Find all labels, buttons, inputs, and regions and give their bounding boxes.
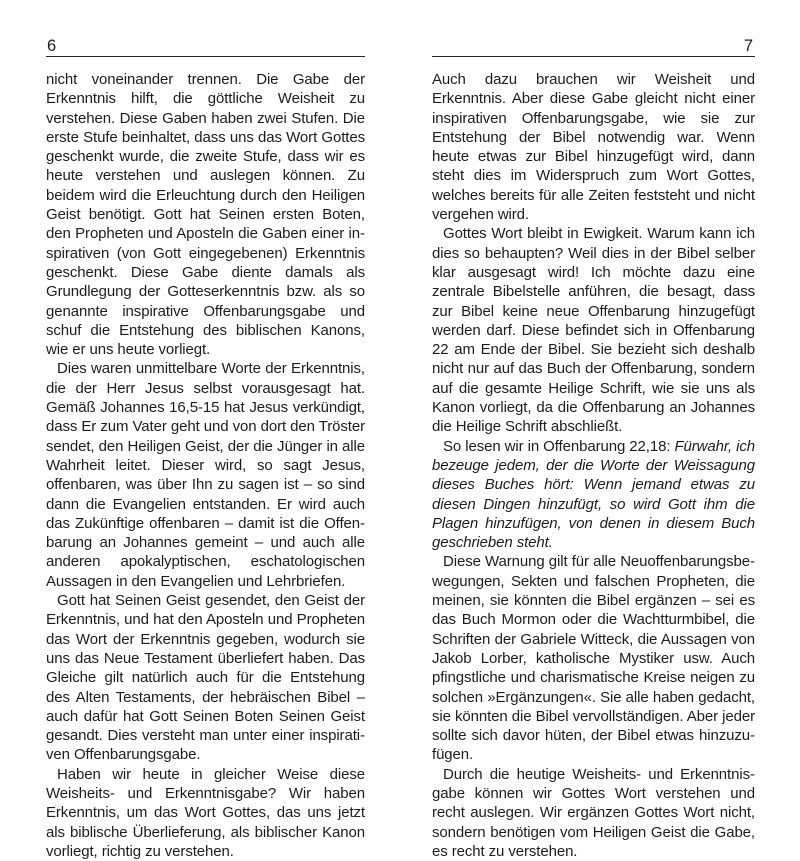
page-number-right: 7 [743, 36, 753, 55]
page-left-text-column [46, 70, 365, 861]
paragraph: Dies waren unmittelbare Worte der Erkenntnis, die der Herr Jesus selbst vorausgesagt hat. Gemäß Johannes 16,5-15 hat Jesus verkündigt, dass Er zum Vater geht und von dort den Tröster sendet, den Heiligen Geist, der die Jünger in alle Wahrheit leitet. Dieser wird, so sagt Jesus, offenbaren, was über Ihn zu sagen ist – so sind dann die Evangelien entstanden. Er wird auch das Zukünftige offenbaren – damit ist die Offenbarung an Johannes gemeint – und auch alle anderen apokalyptischen, eschatologischen Aussagen in den Evangelien und Lehrbriefen. [46, 360, 365, 590]
page-right-header [432, 0, 755, 57]
paragraph: nicht voneinander trennen. Die Gabe der Erkenntnis hilft, die göttliche Weisheit zu verstehen. Diese Gaben haben zwei Stufen. Die erste Stufe beinhaltet, dass uns das Wort Gottes geschenkt wurde, die zweite Stufe, dass wir es heute verstehen und auslegen können. Zu beidem wird die Erleuchtung durch den Heiligen Geist benötigt. Gott hat Seinen ersten Boten, den Propheten und Aposteln die Gaben einer inspirativen (von Gott eingegebenen) Erkenntnis geschenkt. Diese Gabe diente damals als Grundlegung der Gotteserkenntnis bzw. als so genannte inspirative Offenbarungsgabe und schuf die Entstehung des biblischen Kanons, wie er uns heute vorliegt. [46, 71, 365, 359]
bible-quote-italic: Fürwahr, ich bezeuge jedem, der die Worte der Weissagung dieses Buches hört: Wenn jemand etwas zu diesen Dingen hinzufügt, so wird Gott ihm die Plagen hinzufügen, von denen in diesem Buch geschrieben steht. [432, 437, 755, 552]
page-left-header [46, 0, 365, 57]
page-left [46, 0, 365, 861]
paragraph: Haben wir heute in gleicher Weise diese Weisheits- und Erkenntnisgabe? Wir haben Erkenntnis, um das Wort Gottes, das uns jetzt als biblische Überlieferung, als biblischer Kanon vorliegt, richtig zu verstehen. [46, 765, 365, 860]
paragraph: Durch die heutige Weisheits- und Erkenntnisgabe können wir Gottes Wort verstehen und recht auslegen. Wir ergänzen Gottes Wort nicht, sondern benötigen vom Heiligen Geist die Gabe, es recht zu verstehen. [432, 765, 755, 860]
page-number-left: 6 [47, 36, 57, 55]
paragraph: Gottes Wort bleibt in Ewigkeit. Warum kann ich dies so behaupten? Weil dies in der Bibel selber klar ausgesagt wird! Ich möchte dazu eine zentrale Bibelstelle anführen, die besagt, dass zur Bibel keine neue Offenbarung hinzugefügt werden darf. Diese befindet sich in Offenbarung 22 am Ende der Bibel. Sie bezieht sich deshalb nicht nur auf das Buch der Offenbarung, sondern auf die gesamte Heilige Schrift, wie sie uns als Kanon vorliegt, da die Offenbarung an Johannes die Heilige Schrift abschließt. [432, 225, 755, 436]
quote-intro: So lesen wir in Offenbarung 22,18: [443, 437, 675, 455]
paragraph: Diese Warnung gilt für alle Neuoffenbarungsbewegungen, Sekten und falschen Propheten, die meinen, sie könnten die Bibel ergänzen – sei es das Buch Mormon oder die Wachtturmbibel, die Schriften der Gabriele Witteck, die Aussagen von Jakob Lorber, katholische Mystiker usw. Auch pfingstliche und charismatische Kreise neigen zu solchen »Ergänzungen«. Sie alle haben gedacht, sie könnten die Bibel vervollständigen. Aber jeder sollte sich davor hüten, der Bibel etwas hinzuzufügen. [432, 553, 755, 764]
page-right-text-column [432, 70, 755, 861]
page-right [432, 0, 755, 861]
paragraph-with-bible-quote [432, 437, 755, 553]
paragraph: Auch dazu brauchen wir Weisheit und Erkenntnis. Aber diese Gabe gleicht nicht einer inspirativen Offenbarungsgabe, wie sie zur Entstehung der Bibel notwendig war. Wenn heute etwas zur Bibel hinzugefügt wird, dann steht dies im Widerspruch zum Wort Gottes, welches bereits für alle Zeiten feststeht und nicht vergehen wird. [432, 71, 755, 224]
paragraph: Gott hat Seinen Geist gesendet, den Geist der Erkenntnis, und hat den Aposteln und Propheten das Wort der Erkenntnis gegeben, wodurch sie uns das Neue Testament überliefert haben. Das Gleiche gilt natürlich auch für die Entstehung des Alten Testaments, der hebräischen Bibel – auch dafür hat Gott Seinen Boten Seinen Geist gesandt. Dies versteht man unter einer inspirativen Offenbarungsgabe. [46, 592, 365, 764]
